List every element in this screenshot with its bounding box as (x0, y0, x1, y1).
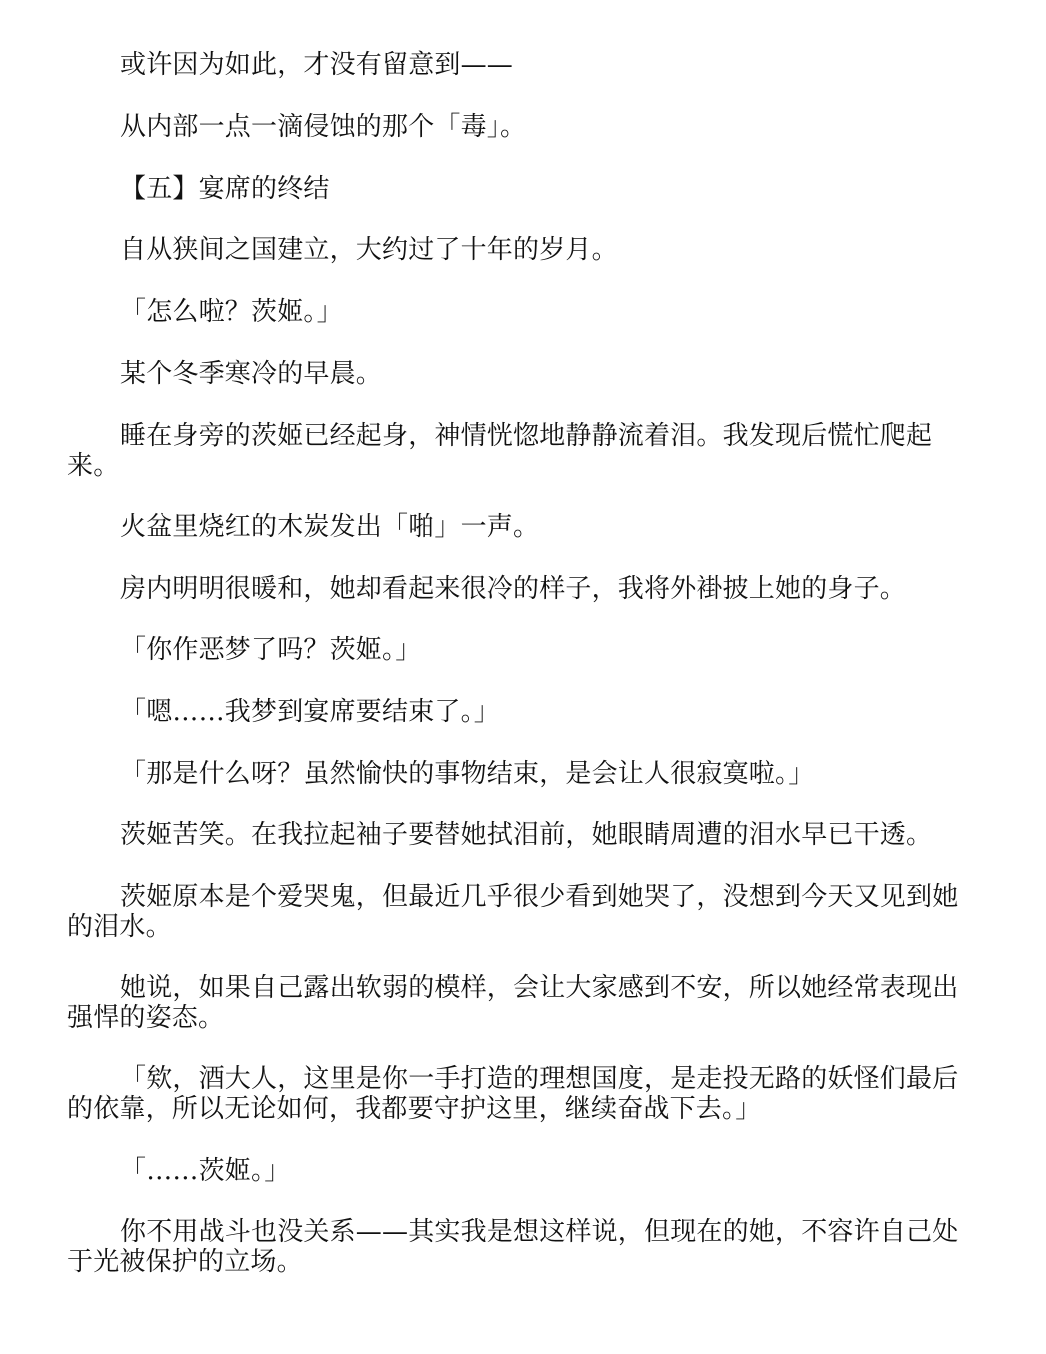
paragraph-1: 或许因为如此，才没有留意到—— (120, 50, 514, 80)
paragraph-17: 「……茨姬。」 (120, 1156, 291, 1186)
paragraph-7: 睡在身旁的茨姬已经起身，神情恍惚地静静流着泪。我发现后慌忙爬起来。 (67, 421, 933, 481)
paragraph-4: 自从狭间之国建立，大约过了十年的岁月。 (120, 235, 618, 265)
paragraph-9: 房内明明很暖和，她却看起来很冷的样子，我将外褂披上她的身子。 (120, 574, 907, 604)
paragraph-11: 「嗯……我梦到宴席要结束了。」 (120, 697, 501, 727)
paragraph-12: 「那是什么呀？虽然愉快的事物结束，是会让人很寂寞啦。」 (120, 759, 815, 789)
paragraph-16: 「欸，酒大人，这里是你一手打造的理想国度，是走投无路的妖怪们最后的依靠，所以无论如何，我都要守护这里，继续奋战下去。」 (67, 1064, 959, 1124)
paragraph-8: 火盆里烧红的木炭发出「啪」一声。 (120, 512, 540, 542)
paragraph-6: 某个冬季寒冷的早晨。 (120, 359, 383, 389)
paragraph-15: 她说，如果自己露出软弱的模样，会让大家感到不安，所以她经常表现出强悍的姿态。 (67, 973, 959, 1033)
paragraph-18: 你不用战斗也没关系——其实我是想这样说，但现在的她，不容许自己处于光被保护的立场。 (67, 1217, 959, 1277)
paragraph-13: 茨姬苦笑。在我拉起袖子要替她拭泪前，她眼睛周遭的泪水早已干透。 (120, 820, 933, 850)
paragraph-14: 茨姬原本是个爱哭鬼，但最近几乎很少看到她哭了，没想到今天又见到她的泪水。 (67, 882, 959, 942)
paragraph-5: 「怎么啦？茨姬。」 (120, 297, 343, 327)
paragraph-2: 从内部一点一滴侵蚀的那个「毒」。 (120, 112, 527, 142)
paragraph-10: 「你作恶梦了吗？茨姬。」 (120, 635, 422, 665)
section-heading: 【五】宴席的终结 (120, 174, 330, 204)
